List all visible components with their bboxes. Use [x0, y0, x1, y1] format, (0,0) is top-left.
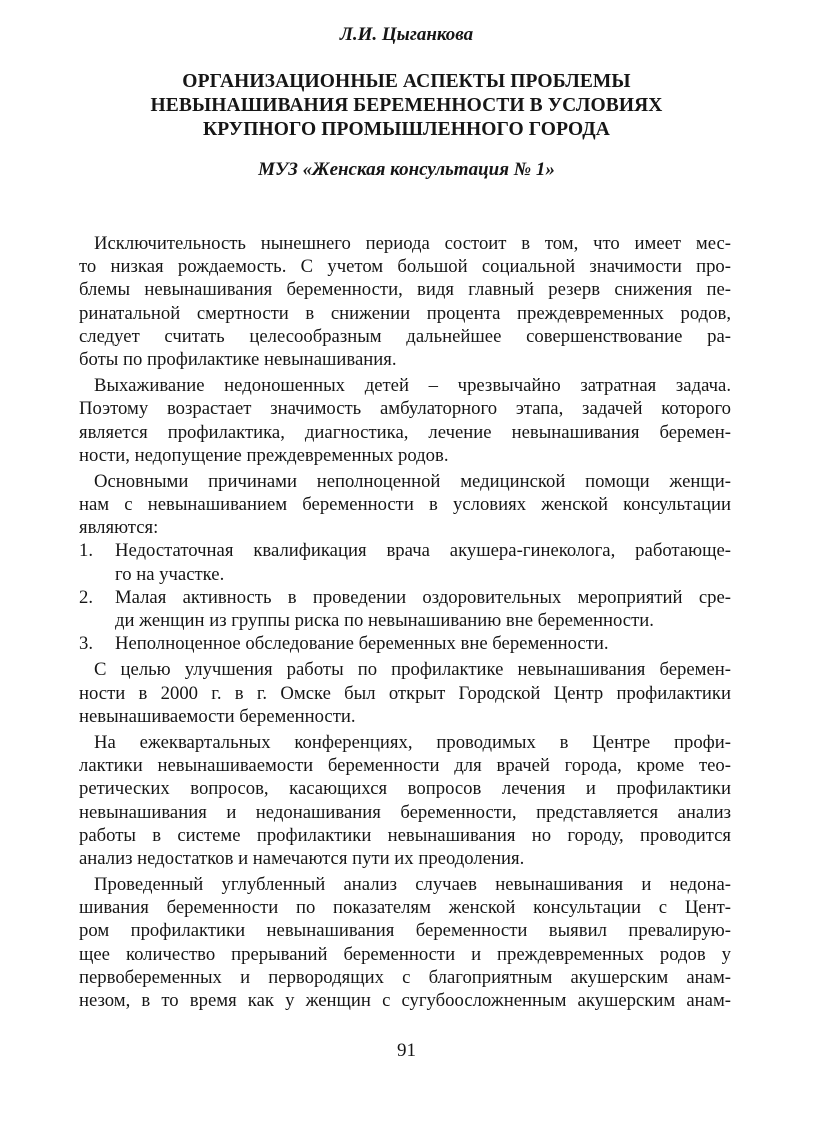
- text-line: Проведенный углубленный анализ случаев невынашивания и недона-: [94, 874, 731, 896]
- text-line: работы в системе профилактики невынашивания но городу, проводится: [79, 824, 731, 846]
- list-item: [79, 586, 731, 632]
- text-line: анализ недостатков и намечаются пути их преодоления.: [79, 847, 525, 869]
- text-line: ности в 2000 г. в г. Омске был открыт Городской Центр профилактики: [79, 682, 731, 704]
- paragraph: [79, 658, 731, 728]
- list-item: [79, 539, 731, 585]
- text-line: ринатальной смертности в снижении процента преждевременных родов,: [79, 302, 731, 324]
- text-line: боты по профилактике невынашивания.: [79, 348, 397, 370]
- institution-name: МУЗ «Женская консультация № 1»: [258, 159, 555, 180]
- text-line: Неполноценное обследование беременных вне беременности.: [115, 633, 609, 655]
- text-line: Поэтому возрастает значимость амбулаторного этапа, задачей которого: [79, 398, 731, 420]
- text-line: ретических вопросов, касающихся вопросов лечения и профилактики: [79, 778, 731, 800]
- list-number: 2.: [79, 586, 94, 608]
- text-line: следует считать целесообразным дальнейшее совершенствование ра-: [79, 325, 731, 347]
- list-number: 1.: [79, 540, 94, 562]
- article-body: [79, 232, 731, 1012]
- page-number: 91: [397, 1040, 416, 1061]
- text-line: нам с невынашиванием беременности в условиях женской консультации: [79, 494, 731, 516]
- paragraph: [79, 374, 731, 467]
- text-line: щее количество прерываний беременности и преждевременных родов у: [79, 943, 731, 965]
- article-title: [120, 70, 693, 142]
- text-line: С целью улучшения работы по профилактике невынашивания беремен-: [94, 659, 731, 681]
- title-line: ОРГАНИЗАЦИОННЫЕ АСПЕКТЫ ПРОБЛЕМЫ: [182, 71, 631, 92]
- text-line: ности, недопущение преждевременных родов.: [79, 444, 449, 466]
- text-line: Малая активность в проведении оздоровительных мероприятий сре-: [115, 586, 731, 608]
- author-name: Л.И. Цыганкова: [339, 24, 474, 45]
- text-line: На ежеквартальных конференциях, проводимых в Центре профи-: [94, 731, 731, 753]
- numbered-list: [79, 539, 731, 655]
- text-line: ром профилактики невынашивания беременности выявил превалирую-: [79, 920, 731, 942]
- text-line: го на участке.: [115, 563, 225, 585]
- text-line: невынашиваемости беременности.: [79, 705, 356, 727]
- text-line: является профилактика, диагностика, лечение невынашивания беремен-: [79, 421, 731, 443]
- title-line: КРУПНОГО ПРОМЫШЛЕННОГО ГОРОДА: [203, 119, 610, 140]
- title-line: НЕВЫНАШИВАНИЯ БЕРЕМЕННОСТИ В УСЛОВИЯХ: [150, 95, 663, 116]
- text-line: блемы невынашивания беременности, видя главный резерв снижения пе-: [79, 279, 731, 301]
- text-line: Исключительность нынешнего периода состоит в том, что имеет мес-: [94, 233, 731, 254]
- text-line: невынашивания и недонашивания беременности, представляется анализ: [79, 801, 731, 823]
- text-line: то низкая рождаемость. С учетом большой социальной значимости про-: [79, 256, 731, 278]
- text-line: Выхаживание недоношенных детей – чрезвычайно затратная задача.: [94, 375, 731, 397]
- paragraph: [79, 873, 731, 1012]
- text-line: являются:: [79, 517, 159, 539]
- list-item: [79, 632, 731, 655]
- text-line: Основными причинами неполноценной медицинской помощи женщи-: [94, 470, 731, 492]
- paragraph: [79, 731, 731, 870]
- paragraph: [79, 232, 731, 371]
- text-line: незом, в то время как у женщин с сугубоосложненным акушерским анам-: [79, 990, 731, 1012]
- text-line: Недостаточная квалификация врача акушера-гинеколога, работающе-: [115, 540, 731, 562]
- text-line: ди женщин из группы риска по невынашиванию вне беременности.: [115, 610, 654, 631]
- list-number: 3.: [79, 633, 94, 655]
- paragraph: [79, 470, 731, 540]
- text-line: шивания беременности по показателям женской консультации с Цент-: [79, 897, 731, 919]
- text-line: первобеременных и первородящих с благоприятным акушерским анам-: [79, 966, 731, 988]
- text-line: лактики невынашиваемости беременности для врачей города, кроме тео-: [79, 755, 731, 777]
